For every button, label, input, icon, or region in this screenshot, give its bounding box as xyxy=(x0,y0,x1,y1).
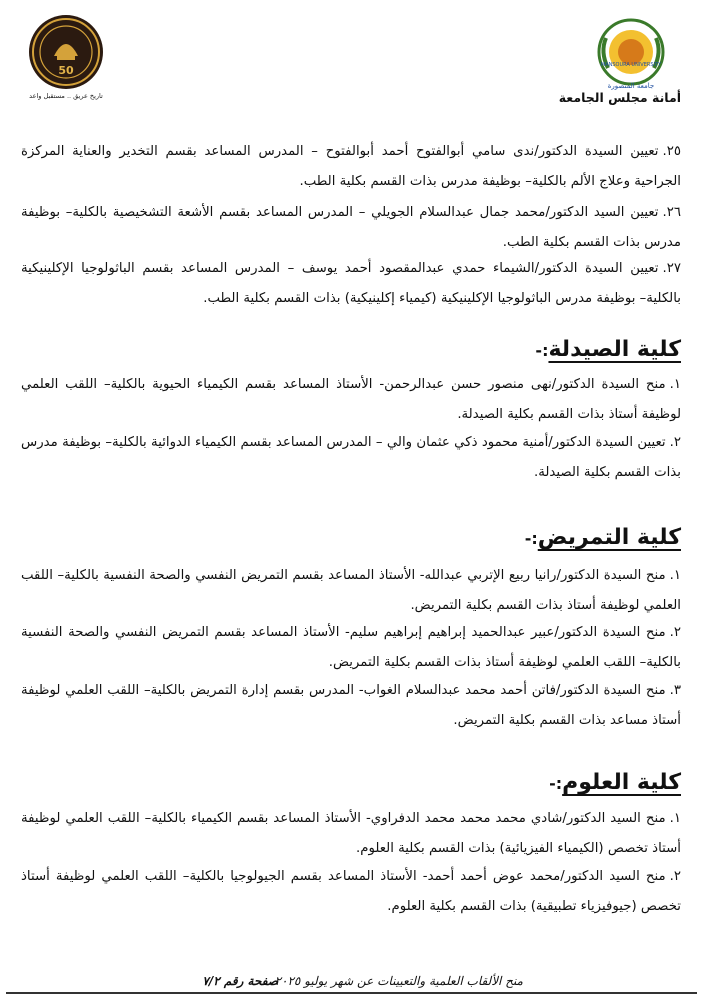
list-item: ١.منح السيدة الدكتور/رانيا ربيع الإتربي عبدالله- الأستاذ المساعد بقسم التمريض النفسي والصحة النفسية بالكلية– اللقب العلمي لوظيفة أستاذ بذات القسم بكلية التمريض. xyxy=(21,568,681,613)
list-item: ١.منح السيدة الدكتور/نهى منصور حسن عبدالرحمن- الأستاذ المساعد بقسم الكيمياء الحيوية بالكلية– اللقب العلمي لوظيفة أستاذ بذات القسم بكلية الصيدلة. xyxy=(21,377,681,422)
list-item: ٢٦.تعيين السيد الدكتور/محمد جمال عبدالسلام الجويلي – المدرس المساعد بقسم الأشعة التشخيصية بالكلية– بوظيفة مدرس بذات القسم بكلية الطب. xyxy=(21,205,681,250)
section-heading-pharmacy: كلية الصيدلة:- xyxy=(535,337,681,362)
svg-text:تاريخ عريق .. مستقبل واعد: تاريخ عريق .. مستقبل واعد xyxy=(29,92,103,100)
svg-text:جامعة المنصورة: جامعة المنصورة xyxy=(607,82,655,90)
bottom-divider xyxy=(6,992,697,994)
anniversary-logo xyxy=(26,12,106,106)
council-title: أمانة مجلس الجامعة xyxy=(558,90,681,105)
svg-text:50: 50 xyxy=(58,64,74,77)
list-item: ٢٥.تعيين السيدة الدكتور/ندى سامي أبوالفتوح أحمد أبوالفتوح – المدرس المساعد بقسم التخدير والعناية المركزة الجراحية وعلاج الألم بالكلية– بوظيفة مدرس بذات القسم بكلية الطب. xyxy=(21,144,681,189)
footer-title: منح الألقاب العلمية والتعيينات عن شهر يوليو ٢٠٢٥ xyxy=(274,974,523,988)
list-item: ١.منح السيد الدكتور/شادي محمد محمد محمد الدفراوي- الأستاذ المساعد بقسم الكيمياء بالكلية– اللقب العلمي لوظيفة أستاذ تخصص (الكيمياء الفيزيائية) بذات القسم بكلية العلوم. xyxy=(21,811,681,856)
section-heading-nursing: كلية التمريض:- xyxy=(524,525,681,550)
section-heading-science: كلية العلوم:- xyxy=(549,770,681,795)
list-item: ٢.تعيين السيدة الدكتور/أمنية محمود ذكي عثمان والي – المدرس المساعد بقسم الكيمياء الدوائية بالكلية– بوظيفة مدرس بذات القسم بكلية الصيدلة. xyxy=(21,435,681,480)
page-number: صفحة رقم ٧/٢ xyxy=(202,974,278,988)
list-item: ٣.منح السيدة الدكتور/فاتن أحمد محمد عبدالسلام الغواب- المدرس بقسم إدارة التمريض بالكلية– اللقب العلمي لوظيفة أستاذ مساعد بذات القسم بكلية التمريض. xyxy=(21,683,681,728)
list-item: ٢.منح السيد الدكتور/محمد عوض أحمد أحمد- الأستاذ المساعد بقسم الجيولوجيا بالكلية– اللقب العلمي لوظيفة أستاذ تخصص (جيوفيزياء تطبيقية) بذات القسم بكلية العلوم. xyxy=(21,869,681,914)
list-item: ٢.منح السيدة الدكتور/عبير عبدالحميد إبراهيم إبراهيم سليم- الأستاذ المساعد بقسم التمريض النفسي والصحة النفسية بالكلية– اللقب العلمي لوظيفة أستاذ بذات القسم بكلية التمريض. xyxy=(21,625,681,670)
svg-text:MANSOURA UNIVERSITY: MANSOURA UNIVERSITY xyxy=(600,62,662,68)
university-logo xyxy=(596,18,666,90)
list-item: ٢٧.تعيين السيدة الدكتور/الشيماء حمدي عبدالمقصود أحمد يوسف – المدرس المساعد بقسم الباثولوجيا الإكلينيكية بالكلية– بوظيفة مدرس الباثولوجيا الإكلينيكية (كيمياء إكلينيكية) بذات القسم بكلية الطب. xyxy=(21,261,681,306)
